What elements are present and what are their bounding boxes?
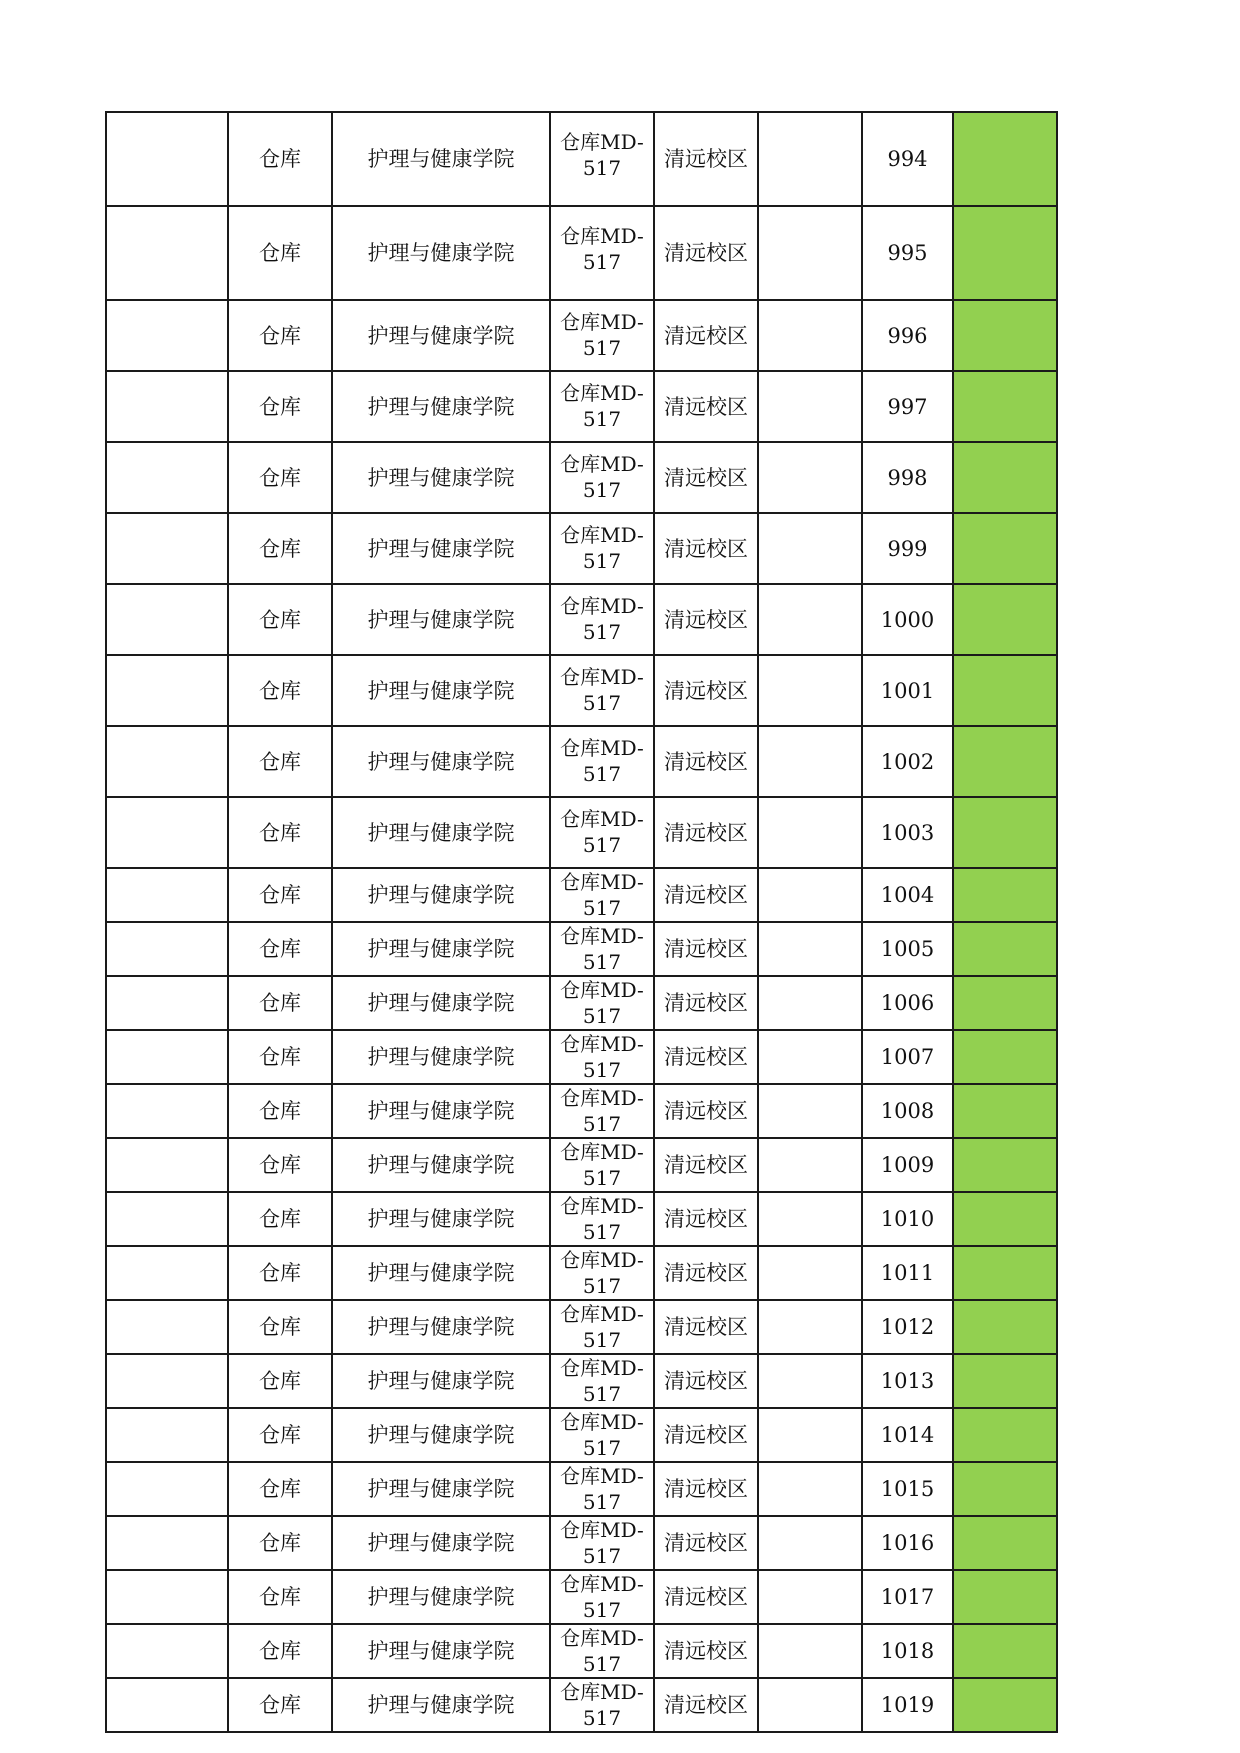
status-cell [953, 442, 1057, 513]
campus-cell: 清远校区 [654, 1678, 758, 1732]
type-cell: 仓库 [228, 1516, 332, 1570]
table-row [106, 1678, 1057, 1732]
number-cell: 1006 [862, 976, 953, 1030]
type-cell: 仓库 [228, 655, 332, 726]
type-cell: 仓库 [228, 976, 332, 1030]
blank-cell [106, 1408, 228, 1462]
blank-cell [106, 206, 228, 300]
table-row [106, 797, 1057, 868]
blank-cell [758, 1192, 862, 1246]
table-row [106, 1192, 1057, 1246]
college-cell: 护理与健康学院 [332, 655, 550, 726]
status-cell [953, 1300, 1057, 1354]
table-row [106, 976, 1057, 1030]
number-cell: 1002 [862, 726, 953, 797]
type-cell: 仓库 [228, 584, 332, 655]
room-cell-text: 仓库MD-517 [560, 807, 644, 857]
blank-cell [106, 442, 228, 513]
table-row [106, 1570, 1057, 1624]
blank-cell [106, 976, 228, 1030]
college-cell: 护理与健康学院 [332, 1138, 550, 1192]
status-cell [953, 1516, 1057, 1570]
room-cell [550, 1570, 654, 1624]
room-cell-text: 仓库MD-517 [560, 1572, 644, 1622]
college-cell: 护理与健康学院 [332, 1030, 550, 1084]
number-cell: 1012 [862, 1300, 953, 1354]
campus-cell: 清远校区 [654, 112, 758, 206]
college-cell: 护理与健康学院 [332, 922, 550, 976]
table-body [106, 112, 1057, 1732]
room-cell-text: 仓库MD-517 [560, 736, 644, 786]
blank-cell [106, 1192, 228, 1246]
room-cell [550, 726, 654, 797]
type-cell: 仓库 [228, 1084, 332, 1138]
blank-cell [106, 1354, 228, 1408]
room-cell [550, 922, 654, 976]
room-cell [550, 300, 654, 371]
status-cell [953, 1624, 1057, 1678]
number-cell: 1010 [862, 1192, 953, 1246]
number-cell: 1001 [862, 655, 953, 726]
room-cell [550, 112, 654, 206]
table-row [106, 206, 1057, 300]
type-cell: 仓库 [228, 922, 332, 976]
campus-cell: 清远校区 [654, 1084, 758, 1138]
campus-cell: 清远校区 [654, 442, 758, 513]
status-cell [953, 1030, 1057, 1084]
blank-cell [106, 513, 228, 584]
room-cell-text: 仓库MD-517 [560, 978, 644, 1028]
blank-cell [106, 868, 228, 922]
type-cell: 仓库 [228, 868, 332, 922]
type-cell: 仓库 [228, 442, 332, 513]
college-cell: 护理与健康学院 [332, 868, 550, 922]
campus-cell: 清远校区 [654, 1354, 758, 1408]
table-row [106, 1354, 1057, 1408]
room-cell-text: 仓库MD-517 [560, 130, 644, 180]
table-row [106, 868, 1057, 922]
number-cell: 994 [862, 112, 953, 206]
number-cell: 1005 [862, 922, 953, 976]
table-row [106, 513, 1057, 584]
room-cell [550, 584, 654, 655]
number-cell: 1013 [862, 1354, 953, 1408]
type-cell: 仓库 [228, 1030, 332, 1084]
table-row [106, 655, 1057, 726]
campus-cell: 清远校区 [654, 371, 758, 442]
blank-cell [758, 922, 862, 976]
college-cell: 护理与健康学院 [332, 1192, 550, 1246]
blank-cell [758, 1516, 862, 1570]
college-cell: 护理与健康学院 [332, 726, 550, 797]
blank-cell [758, 1300, 862, 1354]
status-cell [953, 1354, 1057, 1408]
college-cell: 护理与健康学院 [332, 513, 550, 584]
number-cell: 1009 [862, 1138, 953, 1192]
campus-cell: 清远校区 [654, 976, 758, 1030]
room-cell-text: 仓库MD-517 [560, 381, 644, 431]
type-cell: 仓库 [228, 1570, 332, 1624]
type-cell: 仓库 [228, 797, 332, 868]
room-cell [550, 1192, 654, 1246]
college-cell: 护理与健康学院 [332, 797, 550, 868]
blank-cell [758, 206, 862, 300]
number-cell: 1017 [862, 1570, 953, 1624]
table-row [106, 1516, 1057, 1570]
room-cell [550, 1678, 654, 1732]
table-row [106, 922, 1057, 976]
status-cell [953, 513, 1057, 584]
blank-cell [758, 1354, 862, 1408]
blank-cell [758, 112, 862, 206]
campus-cell: 清远校区 [654, 584, 758, 655]
blank-cell [758, 584, 862, 655]
type-cell: 仓库 [228, 726, 332, 797]
blank-cell [106, 1084, 228, 1138]
blank-cell [758, 300, 862, 371]
status-cell [953, 1462, 1057, 1516]
status-cell [953, 1246, 1057, 1300]
college-cell: 护理与健康学院 [332, 206, 550, 300]
status-cell [953, 868, 1057, 922]
room-cell-text: 仓库MD-517 [560, 594, 644, 644]
blank-cell [106, 371, 228, 442]
number-cell: 1007 [862, 1030, 953, 1084]
type-cell: 仓库 [228, 1138, 332, 1192]
campus-cell: 清远校区 [654, 206, 758, 300]
blank-cell [758, 1462, 862, 1516]
status-cell [953, 1192, 1057, 1246]
blank-cell [758, 513, 862, 584]
number-cell: 997 [862, 371, 953, 442]
room-cell-text: 仓库MD-517 [560, 1302, 644, 1352]
room-cell [550, 513, 654, 584]
campus-cell: 清远校区 [654, 1192, 758, 1246]
campus-cell: 清远校区 [654, 1570, 758, 1624]
room-cell [550, 371, 654, 442]
blank-cell [106, 922, 228, 976]
college-cell: 护理与健康学院 [332, 1300, 550, 1354]
status-cell [953, 300, 1057, 371]
blank-cell [106, 1138, 228, 1192]
room-cell-text: 仓库MD-517 [560, 1086, 644, 1136]
blank-cell [106, 1246, 228, 1300]
room-cell [550, 1408, 654, 1462]
room-cell-text: 仓库MD-517 [560, 924, 644, 974]
status-cell [953, 1678, 1057, 1732]
type-cell: 仓库 [228, 371, 332, 442]
status-cell [953, 371, 1057, 442]
campus-cell: 清远校区 [654, 922, 758, 976]
college-cell: 护理与健康学院 [332, 584, 550, 655]
number-cell: 1003 [862, 797, 953, 868]
blank-cell [106, 1030, 228, 1084]
status-cell [953, 976, 1057, 1030]
room-cell-text: 仓库MD-517 [560, 870, 644, 920]
campus-cell: 清远校区 [654, 1462, 758, 1516]
college-cell: 护理与健康学院 [332, 112, 550, 206]
room-cell [550, 1030, 654, 1084]
blank-cell [106, 726, 228, 797]
room-cell [550, 1516, 654, 1570]
status-cell [953, 922, 1057, 976]
type-cell: 仓库 [228, 1462, 332, 1516]
blank-cell [758, 655, 862, 726]
room-cell [550, 206, 654, 300]
blank-cell [106, 300, 228, 371]
type-cell: 仓库 [228, 1354, 332, 1408]
campus-cell: 清远校区 [654, 1030, 758, 1084]
table-row [106, 1624, 1057, 1678]
blank-cell [106, 797, 228, 868]
blank-cell [106, 1516, 228, 1570]
room-cell [550, 868, 654, 922]
room-cell [550, 1462, 654, 1516]
room-cell-text: 仓库MD-517 [560, 1248, 644, 1298]
table-row [106, 442, 1057, 513]
blank-cell [106, 1678, 228, 1732]
table-row [106, 584, 1057, 655]
number-cell: 998 [862, 442, 953, 513]
room-cell [550, 1138, 654, 1192]
number-cell: 995 [862, 206, 953, 300]
status-cell [953, 1084, 1057, 1138]
number-cell: 1014 [862, 1408, 953, 1462]
table-row [106, 1462, 1057, 1516]
number-cell: 1000 [862, 584, 953, 655]
room-cell-text: 仓库MD-517 [560, 1410, 644, 1460]
college-cell: 护理与健康学院 [332, 1678, 550, 1732]
number-cell: 1004 [862, 868, 953, 922]
type-cell: 仓库 [228, 1408, 332, 1462]
number-cell: 996 [862, 300, 953, 371]
campus-cell: 清远校区 [654, 1408, 758, 1462]
campus-cell: 清远校区 [654, 868, 758, 922]
campus-cell: 清远校区 [654, 726, 758, 797]
blank-cell [106, 1300, 228, 1354]
type-cell: 仓库 [228, 206, 332, 300]
number-cell: 1011 [862, 1246, 953, 1300]
blank-cell [758, 868, 862, 922]
college-cell: 护理与健康学院 [332, 976, 550, 1030]
room-cell [550, 797, 654, 868]
table-row [106, 1408, 1057, 1462]
campus-cell: 清远校区 [654, 797, 758, 868]
table-row [106, 371, 1057, 442]
blank-cell [758, 1408, 862, 1462]
campus-cell: 清远校区 [654, 1246, 758, 1300]
room-cell-text: 仓库MD-517 [560, 452, 644, 502]
college-cell: 护理与健康学院 [332, 1516, 550, 1570]
college-cell: 护理与健康学院 [332, 1624, 550, 1678]
room-cell-text: 仓库MD-517 [560, 665, 644, 715]
blank-cell [106, 584, 228, 655]
blank-cell [758, 1084, 862, 1138]
table-row [106, 1030, 1057, 1084]
blank-cell [758, 726, 862, 797]
campus-cell: 清远校区 [654, 1138, 758, 1192]
blank-cell [758, 1570, 862, 1624]
number-cell: 1016 [862, 1516, 953, 1570]
number-cell: 1015 [862, 1462, 953, 1516]
college-cell: 护理与健康学院 [332, 1408, 550, 1462]
status-cell [953, 206, 1057, 300]
room-cell [550, 1624, 654, 1678]
blank-cell [106, 655, 228, 726]
blank-cell [758, 1678, 862, 1732]
room-cell-text: 仓库MD-517 [560, 1518, 644, 1568]
campus-cell: 清远校区 [654, 1300, 758, 1354]
number-cell: 1019 [862, 1678, 953, 1732]
type-cell: 仓库 [228, 1678, 332, 1732]
college-cell: 护理与健康学院 [332, 371, 550, 442]
college-cell: 护理与健康学院 [332, 1246, 550, 1300]
type-cell: 仓库 [228, 112, 332, 206]
blank-cell [758, 1030, 862, 1084]
table-row [106, 1246, 1057, 1300]
status-cell [953, 112, 1057, 206]
blank-cell [758, 1246, 862, 1300]
college-cell: 护理与健康学院 [332, 1084, 550, 1138]
type-cell: 仓库 [228, 1246, 332, 1300]
room-cell [550, 1246, 654, 1300]
blank-cell [106, 1570, 228, 1624]
room-cell-text: 仓库MD-517 [560, 1194, 644, 1244]
table-row [106, 1300, 1057, 1354]
college-cell: 护理与健康学院 [332, 1354, 550, 1408]
asset-table [105, 111, 1058, 1733]
status-cell [953, 1408, 1057, 1462]
campus-cell: 清远校区 [654, 513, 758, 584]
campus-cell: 清远校区 [654, 655, 758, 726]
status-cell [953, 1138, 1057, 1192]
status-cell [953, 1570, 1057, 1624]
blank-cell [758, 442, 862, 513]
blank-cell [758, 976, 862, 1030]
blank-cell [758, 371, 862, 442]
number-cell: 1008 [862, 1084, 953, 1138]
table-row [106, 112, 1057, 206]
college-cell: 护理与健康学院 [332, 300, 550, 371]
room-cell [550, 1300, 654, 1354]
room-cell-text: 仓库MD-517 [560, 224, 644, 274]
campus-cell: 清远校区 [654, 1516, 758, 1570]
room-cell-text: 仓库MD-517 [560, 1626, 644, 1676]
room-cell [550, 655, 654, 726]
room-cell [550, 976, 654, 1030]
type-cell: 仓库 [228, 513, 332, 584]
room-cell-text: 仓库MD-517 [560, 1464, 644, 1514]
college-cell: 护理与健康学院 [332, 442, 550, 513]
blank-cell [106, 1624, 228, 1678]
status-cell [953, 726, 1057, 797]
type-cell: 仓库 [228, 300, 332, 371]
table-row [106, 1138, 1057, 1192]
type-cell: 仓库 [228, 1300, 332, 1354]
status-cell [953, 655, 1057, 726]
room-cell-text: 仓库MD-517 [560, 1140, 644, 1190]
table-row [106, 1084, 1057, 1138]
campus-cell: 清远校区 [654, 300, 758, 371]
status-cell [953, 584, 1057, 655]
room-cell-text: 仓库MD-517 [560, 310, 644, 360]
college-cell: 护理与健康学院 [332, 1570, 550, 1624]
campus-cell: 清远校区 [654, 1624, 758, 1678]
blank-cell [758, 1624, 862, 1678]
blank-cell [758, 797, 862, 868]
blank-cell [758, 1138, 862, 1192]
type-cell: 仓库 [228, 1624, 332, 1678]
room-cell [550, 442, 654, 513]
number-cell: 999 [862, 513, 953, 584]
room-cell [550, 1084, 654, 1138]
type-cell: 仓库 [228, 1192, 332, 1246]
room-cell-text: 仓库MD-517 [560, 1680, 644, 1730]
room-cell-text: 仓库MD-517 [560, 1032, 644, 1082]
status-cell [953, 797, 1057, 868]
room-cell [550, 1354, 654, 1408]
number-cell: 1018 [862, 1624, 953, 1678]
blank-cell [106, 112, 228, 206]
room-cell-text: 仓库MD-517 [560, 523, 644, 573]
room-cell-text: 仓库MD-517 [560, 1356, 644, 1406]
blank-cell [106, 1462, 228, 1516]
table-row [106, 726, 1057, 797]
college-cell: 护理与健康学院 [332, 1462, 550, 1516]
table-row [106, 300, 1057, 371]
